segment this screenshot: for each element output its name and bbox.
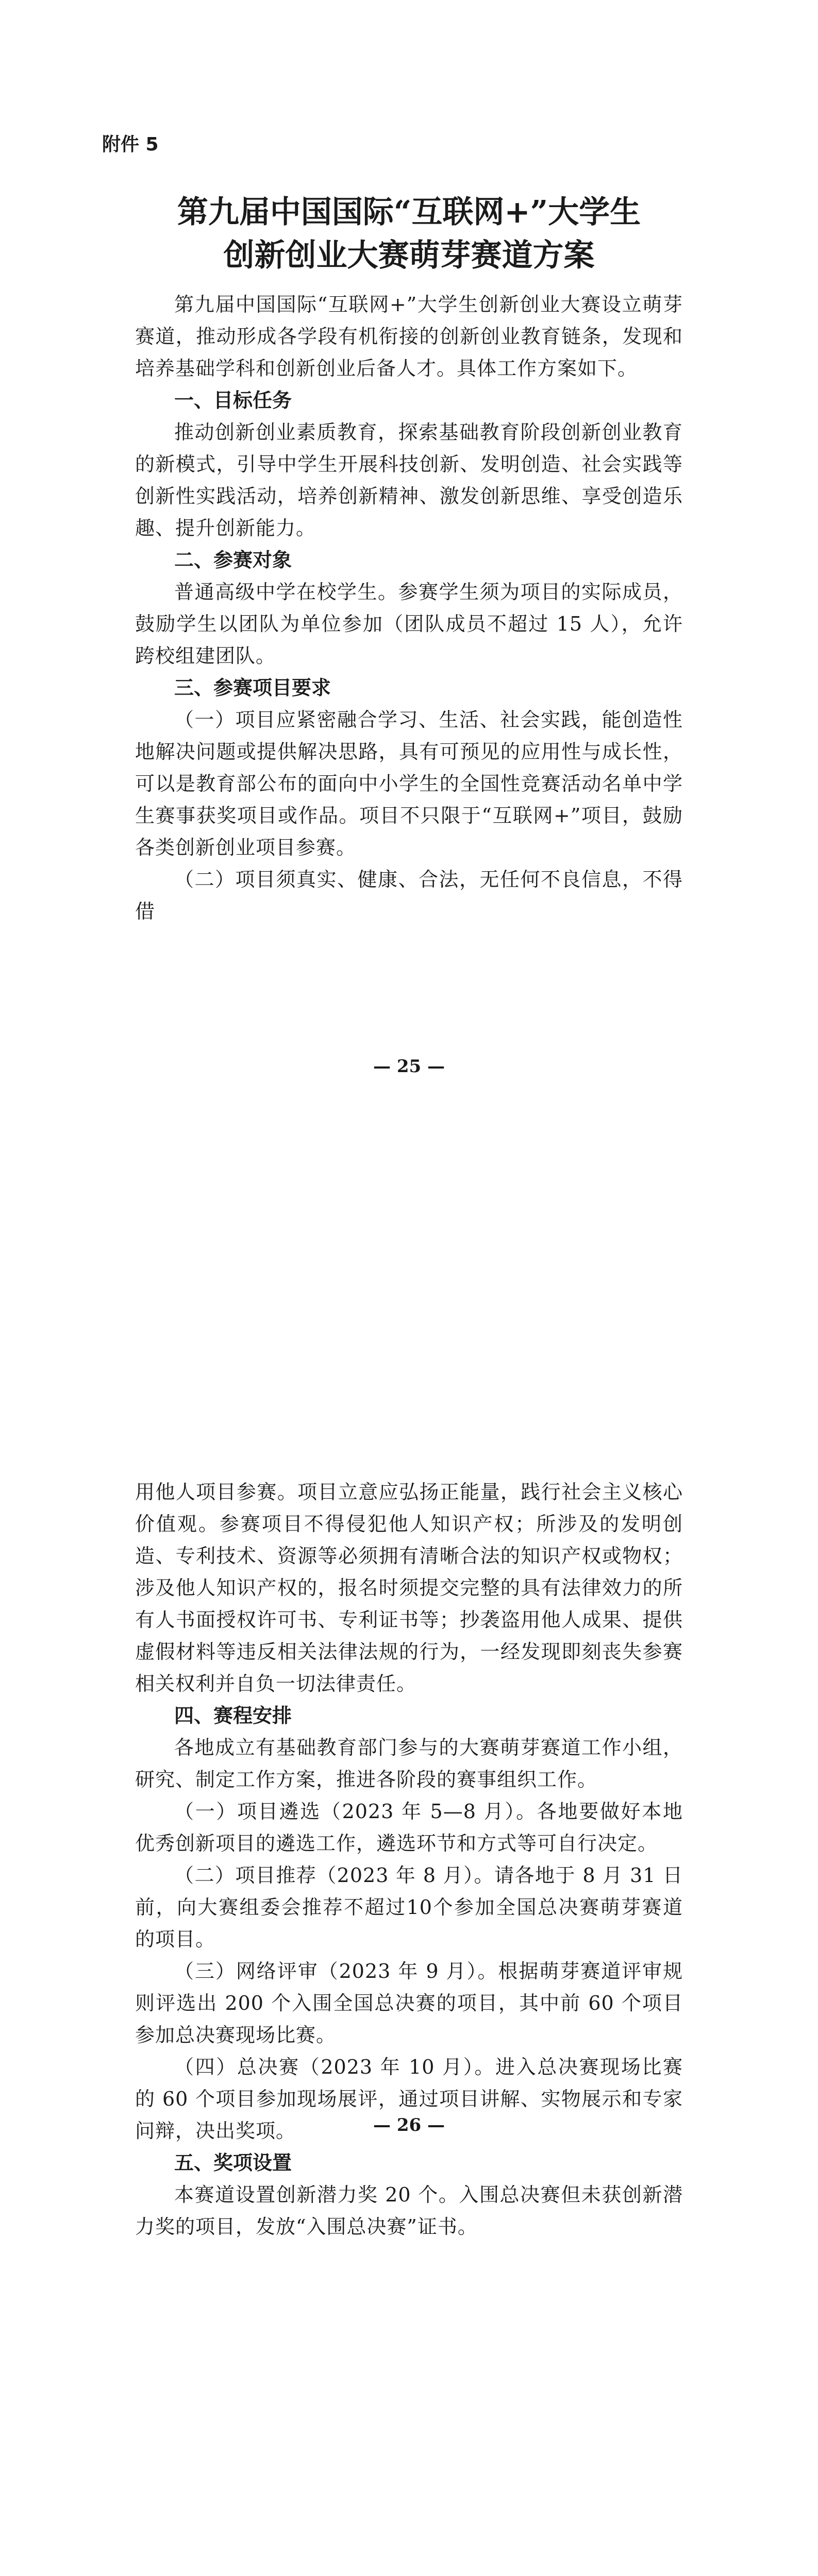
page-26 [0, 1157, 818, 2313]
section-4-item-4: （四）总决赛（2023 年 10 月）。进入总决赛现场比赛的 60 个项目参加现场展评，通过项目讲解、实物展示和专家问辩，决出奖项。 [135, 2056, 683, 2142]
section-5-body: 本赛道设置创新潜力奖 20 个。入围总决赛但未获创新潜力奖的项目，发放“入围总决赛”证书。 [135, 2183, 683, 2238]
section-4-item-1: （一）项目遴选（2023 年 5—8 月）。各地要做好本地优秀创新项目的遴选工作，遴选环节和方式等可自行决定。 [135, 1800, 683, 1855]
document-title [103, 191, 715, 277]
page-1-body [135, 289, 683, 927]
page-number: — 25 — [373, 1056, 445, 1077]
section-2-body: 普通高级中学在校学生。参赛学生须为项目的实际成员，鼓励学生以团队为单位参加（团队成员不超过 15 人），允许跨校组建团队。 [135, 581, 683, 667]
section-4-heading: 四、赛程安排 [174, 1704, 292, 1727]
section-3-item-2-start: （二）项目须真实、健康、合法，无任何不良信息，不得借 [135, 868, 683, 923]
section-4-item-3: （三）网络评审（2023 年 9 月）。根据萌芽赛道评审规则评选出 200 个入围全国总决赛的项目，其中前 60 个项目参加总决赛现场比赛。 [135, 1960, 683, 2046]
section-1-body: 推动创新创业素质教育，探索基础教育阶段创新创业教育的新模式，引导中学生开展科技创新、发明创造、社会实践等创新性实践活动，培养创新精神、激发创新思维、享受创造乐趣、提升创新能力。 [135, 421, 683, 539]
page-25 [0, 0, 818, 1157]
section-3-item-1: （一）项目应紧密融合学习、生活、社会实践，能创造性地解决问题或提供解决思路，具有可预见的应用性与成长性，可以是教育部公布的面向中小学生的全国性竞赛活动名单中学生赛事获奖项目或作品。项目不只限于“互联网+”项目，鼓励各类创新创业项目参赛。 [135, 708, 683, 859]
section-3-heading: 三、参赛项目要求 [174, 676, 331, 699]
section-4-intro: 各地成立有基础教育部门参与的大赛萌芽赛道工作小组，研究、制定工作方案，推进各阶段的赛事组织工作。 [135, 1736, 683, 1791]
title-line-2: 创新创业大赛萌芽赛道方案 [223, 238, 595, 274]
intro-paragraph: 第九届中国国际“互联网+”大学生创新创业大赛设立萌芽赛道，推动形成各学段有机衔接的创新创业教育链条，发现和培养基础学科和创新创业后备人才。具体工作方案如下。 [135, 293, 683, 380]
section-3-item-2-continued: 用他人项目参赛。项目立意应弘扬正能量，践行社会主义核心价值观。参赛项目不得侵犯他人知识产权；所涉及的发明创造、专利技术、资源等必须拥有清晰合法的知识产权或物权；涉及他人知识产权的，报名时须提交完整的具有法律效力的所有人书面授权许可书、专利证书等；抄袭盗用他人成果、提供虚假材料等违反相关法律法规的行为，一经发现即刻丧失参赛相关权利并自负一切法律责任。 [135, 1481, 683, 1695]
section-5-heading: 五、奖项设置 [174, 2151, 292, 2174]
page-number: — 26 — [373, 2115, 445, 2136]
title-line-1: 第九届中国国际“互联网+”大学生 [177, 194, 641, 230]
page-27 [0, 2313, 818, 2576]
section-1-heading: 一、目标任务 [174, 389, 292, 412]
section-2-heading: 二、参赛对象 [174, 549, 292, 571]
section-4-item-2: （二）项目推荐（2023 年 8 月）。请各地于 8 月 31 日前，向大赛组委会推荐不超过10个参加全国总决赛萌芽赛道的项目。 [135, 1864, 683, 1951]
attachment-label: 附件 5 [102, 134, 159, 155]
